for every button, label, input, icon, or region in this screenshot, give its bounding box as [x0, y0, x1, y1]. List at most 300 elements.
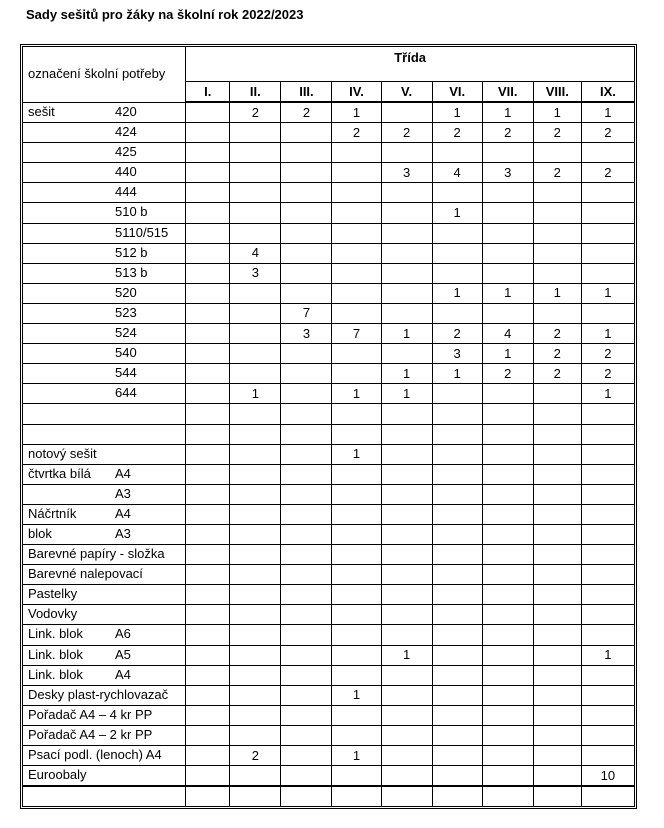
- item-name: Pořadač A4 – 2 kr PP: [28, 726, 153, 742]
- quantity-cell: [332, 565, 381, 585]
- quantity-cell: 2: [482, 364, 533, 384]
- item-label-cell: [23, 143, 186, 163]
- quantity-cell: 1: [381, 645, 432, 665]
- quantity-cell: [186, 364, 230, 384]
- item-label-cell: [23, 605, 186, 625]
- quantity-cell: [533, 545, 581, 565]
- quantity-cell: [432, 384, 482, 404]
- quantity-cell: [381, 504, 432, 524]
- quantity-cell: [581, 444, 634, 464]
- quantity-cell: [230, 324, 281, 344]
- quantity-cell: [230, 645, 281, 665]
- table-row: [23, 283, 635, 303]
- table-row: [23, 786, 635, 807]
- class-header-5: V.: [381, 82, 432, 103]
- quantity-cell: [186, 705, 230, 725]
- quantity-cell: [281, 585, 332, 605]
- quantity-cell: [186, 324, 230, 344]
- table-row: [23, 102, 635, 123]
- class-header-6: VI.: [432, 82, 482, 103]
- quantity-cell: 1: [432, 283, 482, 303]
- quantity-cell: [381, 625, 432, 645]
- quantity-cell: [332, 484, 381, 504]
- quantity-cell: 1: [533, 102, 581, 123]
- quantity-cell: 3: [482, 163, 533, 183]
- table-row: [23, 203, 635, 223]
- quantity-cell: [533, 685, 581, 705]
- quantity-cell: [186, 183, 230, 203]
- quantity-cell: [482, 504, 533, 524]
- quantity-cell: [482, 665, 533, 685]
- quantity-cell: [581, 746, 634, 766]
- quantity-cell: [186, 143, 230, 163]
- quantity-cell: [581, 786, 634, 807]
- quantity-cell: [581, 243, 634, 263]
- quantity-cell: [332, 585, 381, 605]
- quantity-cell: [332, 163, 381, 183]
- quantity-cell: [581, 524, 634, 544]
- quantity-cell: [482, 464, 533, 484]
- item-name: Link. blok: [28, 666, 83, 682]
- quantity-cell: 1: [432, 203, 482, 223]
- table-row: [23, 685, 635, 705]
- quantity-cell: [281, 163, 332, 183]
- quantity-cell: 3: [230, 263, 281, 283]
- quantity-cell: [381, 484, 432, 504]
- quantity-cell: [186, 123, 230, 143]
- quantity-cell: [381, 705, 432, 725]
- quantity-cell: [432, 625, 482, 645]
- quantity-cell: [482, 303, 533, 323]
- item-variant: A5: [115, 646, 131, 662]
- quantity-cell: [432, 565, 482, 585]
- quantity-cell: [186, 384, 230, 404]
- quantity-cell: [581, 203, 634, 223]
- item-column-header: označení školní potřeby: [23, 47, 186, 103]
- quantity-cell: 4: [230, 243, 281, 263]
- quantity-cell: [230, 484, 281, 504]
- quantity-cell: [482, 705, 533, 725]
- quantity-cell: [281, 444, 332, 464]
- quantity-cell: [186, 424, 230, 444]
- quantity-cell: [482, 384, 533, 404]
- table-row: [23, 183, 635, 203]
- quantity-cell: [482, 605, 533, 625]
- item-label-cell: [23, 203, 186, 223]
- quantity-cell: [381, 303, 432, 323]
- quantity-cell: [381, 444, 432, 464]
- quantity-cell: [186, 625, 230, 645]
- quantity-cell: 2: [482, 123, 533, 143]
- quantity-cell: [186, 203, 230, 223]
- quantity-cell: [381, 464, 432, 484]
- item-variant: A3: [115, 485, 131, 501]
- quantity-cell: [186, 746, 230, 766]
- item-label-cell: [23, 344, 186, 364]
- quantity-cell: [533, 404, 581, 424]
- quantity-cell: [432, 143, 482, 163]
- item-name: Link. blok: [28, 626, 83, 642]
- item-variant: 425: [115, 144, 137, 160]
- quantity-cell: [281, 283, 332, 303]
- table-row: [23, 746, 635, 766]
- quantity-cell: [281, 685, 332, 705]
- quantity-cell: [482, 424, 533, 444]
- item-label-cell: [23, 123, 186, 143]
- item-name: Psací podl. (lenoch) A4: [28, 747, 162, 762]
- quantity-cell: [533, 565, 581, 585]
- quantity-cell: [581, 424, 634, 444]
- table-row: [23, 243, 635, 263]
- quantity-cell: [581, 545, 634, 565]
- quantity-cell: 1: [381, 384, 432, 404]
- quantity-cell: [381, 585, 432, 605]
- quantity-cell: [381, 746, 432, 766]
- quantity-cell: 2: [432, 324, 482, 344]
- quantity-cell: [533, 585, 581, 605]
- item-label-cell: [23, 283, 186, 303]
- item-label-cell: [23, 223, 186, 243]
- quantity-cell: [186, 223, 230, 243]
- quantity-cell: [381, 786, 432, 807]
- item-variant: 510 b: [115, 204, 148, 220]
- quantity-cell: [482, 625, 533, 645]
- quantity-cell: [332, 143, 381, 163]
- item-variant: A4: [115, 505, 131, 521]
- table-row: [23, 766, 635, 787]
- quantity-cell: [381, 545, 432, 565]
- quantity-cell: [230, 585, 281, 605]
- item-variant: 424: [115, 124, 137, 140]
- quantity-cell: [533, 203, 581, 223]
- quantity-cell: [381, 605, 432, 625]
- quantity-cell: [432, 645, 482, 665]
- item-label-cell: [23, 625, 186, 645]
- quantity-cell: 2: [533, 123, 581, 143]
- quantity-cell: [533, 786, 581, 807]
- quantity-cell: [230, 504, 281, 524]
- quantity-cell: [230, 303, 281, 323]
- supplies-table: [22, 46, 635, 807]
- quantity-cell: [432, 243, 482, 263]
- quantity-cell: [432, 183, 482, 203]
- item-name: Pořadač A4 – 4 kr PP: [28, 706, 153, 722]
- quantity-cell: [533, 223, 581, 243]
- quantity-cell: [281, 524, 332, 544]
- quantity-cell: [482, 183, 533, 203]
- table-row: [23, 625, 635, 645]
- quantity-cell: [230, 404, 281, 424]
- table-row: [23, 444, 635, 464]
- quantity-cell: [581, 705, 634, 725]
- quantity-cell: 2: [533, 364, 581, 384]
- quantity-cell: [533, 303, 581, 323]
- quantity-cell: 1: [332, 444, 381, 464]
- item-label-cell: [23, 504, 186, 524]
- class-header-1: I.: [186, 82, 230, 103]
- item-variant: 513 b: [115, 264, 148, 280]
- quantity-cell: [230, 283, 281, 303]
- quantity-cell: [432, 665, 482, 685]
- page-title: Sady sešitů pro žáky na školní rok 2022/2023: [26, 7, 304, 22]
- quantity-cell: [381, 685, 432, 705]
- item-variant: 440: [115, 164, 137, 180]
- quantity-cell: [581, 665, 634, 685]
- quantity-cell: [482, 524, 533, 544]
- quantity-cell: [281, 143, 332, 163]
- quantity-cell: [186, 585, 230, 605]
- quantity-cell: [332, 766, 381, 787]
- quantity-cell: [381, 203, 432, 223]
- item-name: Desky plast-rychlovazač: [28, 686, 169, 702]
- item-variant: 644: [115, 385, 137, 401]
- quantity-cell: [186, 766, 230, 787]
- quantity-cell: 1: [581, 283, 634, 303]
- quantity-cell: [230, 524, 281, 544]
- quantity-cell: [432, 786, 482, 807]
- quantity-cell: 1: [332, 685, 381, 705]
- quantity-cell: [482, 746, 533, 766]
- class-header-2: II.: [230, 82, 281, 103]
- quantity-cell: 10: [581, 766, 634, 787]
- quantity-cell: [332, 786, 381, 807]
- quantity-cell: [482, 263, 533, 283]
- item-label-cell: [23, 725, 186, 745]
- item-name: notový sešit: [28, 445, 97, 461]
- quantity-cell: [581, 605, 634, 625]
- quantity-cell: [432, 404, 482, 424]
- quantity-cell: 1: [482, 344, 533, 364]
- table-row: [23, 725, 635, 745]
- quantity-cell: 2: [281, 102, 332, 123]
- quantity-cell: 1: [581, 102, 634, 123]
- item-label-cell: [23, 524, 186, 544]
- quantity-cell: [482, 203, 533, 223]
- item-label-cell: [23, 545, 186, 565]
- quantity-cell: [186, 786, 230, 807]
- quantity-cell: [533, 384, 581, 404]
- quantity-cell: 2: [230, 102, 281, 123]
- quantity-cell: [230, 665, 281, 685]
- quantity-cell: [381, 243, 432, 263]
- table-row: [23, 324, 635, 344]
- quantity-cell: 1: [381, 324, 432, 344]
- quantity-cell: [281, 605, 332, 625]
- item-label-cell: [23, 384, 186, 404]
- quantity-cell: 4: [482, 324, 533, 344]
- quantity-cell: [281, 183, 332, 203]
- item-variant: A6: [115, 626, 131, 642]
- class-header-8: VIII.: [533, 82, 581, 103]
- quantity-cell: [230, 605, 281, 625]
- quantity-cell: [332, 524, 381, 544]
- quantity-cell: [186, 404, 230, 424]
- quantity-cell: [381, 404, 432, 424]
- table-row: [23, 223, 635, 243]
- item-label-cell: [23, 303, 186, 323]
- quantity-cell: [381, 183, 432, 203]
- quantity-cell: 1: [432, 364, 482, 384]
- quantity-cell: [581, 223, 634, 243]
- quantity-cell: [432, 464, 482, 484]
- quantity-cell: [381, 725, 432, 745]
- quantity-cell: 7: [281, 303, 332, 323]
- quantity-cell: 3: [381, 163, 432, 183]
- quantity-cell: [381, 102, 432, 123]
- item-label-cell: [23, 746, 186, 766]
- table-row: [23, 123, 635, 143]
- quantity-cell: [186, 524, 230, 544]
- quantity-cell: 1: [533, 283, 581, 303]
- item-label-cell: [23, 163, 186, 183]
- quantity-cell: [332, 344, 381, 364]
- quantity-cell: [581, 404, 634, 424]
- quantity-cell: [432, 605, 482, 625]
- quantity-cell: [332, 183, 381, 203]
- quantity-cell: 7: [332, 324, 381, 344]
- quantity-cell: [533, 504, 581, 524]
- quantity-cell: [281, 766, 332, 787]
- quantity-cell: [230, 685, 281, 705]
- quantity-cell: [332, 203, 381, 223]
- item-variant: 523: [115, 304, 137, 320]
- quantity-cell: [230, 725, 281, 745]
- quantity-cell: [432, 223, 482, 243]
- quantity-cell: [581, 484, 634, 504]
- table-row: [23, 585, 635, 605]
- quantity-cell: 2: [533, 163, 581, 183]
- item-label-cell: [23, 263, 186, 283]
- quantity-cell: 3: [432, 344, 482, 364]
- quantity-cell: [230, 143, 281, 163]
- item-variant: A3: [115, 525, 131, 541]
- item-label-cell: [23, 585, 186, 605]
- item-label-cell: [23, 705, 186, 725]
- item-label-cell: [23, 665, 186, 685]
- table-row: [23, 303, 635, 323]
- table-row: [23, 263, 635, 283]
- quantity-cell: [186, 163, 230, 183]
- quantity-cell: 2: [581, 163, 634, 183]
- quantity-cell: [281, 645, 332, 665]
- quantity-cell: [332, 605, 381, 625]
- quantity-cell: 1: [332, 746, 381, 766]
- quantity-cell: [186, 484, 230, 504]
- quantity-cell: 1: [332, 102, 381, 123]
- quantity-cell: [482, 685, 533, 705]
- quantity-cell: 2: [581, 364, 634, 384]
- item-name: Vodovky: [28, 606, 78, 622]
- quantity-cell: [482, 444, 533, 464]
- quantity-cell: [332, 504, 381, 524]
- quantity-cell: [332, 625, 381, 645]
- quantity-cell: 1: [482, 102, 533, 123]
- quantity-cell: 2: [581, 123, 634, 143]
- quantity-cell: [332, 424, 381, 444]
- quantity-cell: [432, 585, 482, 605]
- quantity-cell: [230, 444, 281, 464]
- quantity-cell: [581, 183, 634, 203]
- item-name: Barevné nalepovací: [28, 566, 143, 582]
- quantity-cell: [230, 565, 281, 585]
- quantity-cell: [432, 263, 482, 283]
- item-label-cell: [23, 404, 186, 424]
- quantity-cell: [332, 725, 381, 745]
- quantity-cell: [281, 504, 332, 524]
- quantity-cell: [332, 705, 381, 725]
- supplies-table-frame: [20, 44, 637, 809]
- quantity-cell: [533, 424, 581, 444]
- quantity-cell: [281, 484, 332, 504]
- quantity-cell: [230, 163, 281, 183]
- quantity-cell: [332, 665, 381, 685]
- item-variant: 524: [115, 325, 137, 341]
- quantity-cell: [533, 645, 581, 665]
- quantity-cell: [281, 203, 332, 223]
- quantity-cell: [581, 263, 634, 283]
- item-name: Euroobaly: [28, 767, 87, 783]
- table-row: [23, 565, 635, 585]
- table-row: [23, 504, 635, 524]
- quantity-cell: 1: [581, 324, 634, 344]
- table-row: [23, 645, 635, 665]
- class-header-9: IX.: [581, 82, 634, 103]
- quantity-cell: [230, 123, 281, 143]
- quantity-cell: 2: [581, 344, 634, 364]
- table-body: [23, 102, 635, 807]
- quantity-cell: [281, 725, 332, 745]
- quantity-cell: [432, 524, 482, 544]
- quantity-cell: [482, 786, 533, 807]
- quantity-cell: 2: [533, 324, 581, 344]
- quantity-cell: [281, 223, 332, 243]
- item-label-cell: [23, 102, 186, 123]
- quantity-cell: [533, 243, 581, 263]
- quantity-cell: [482, 223, 533, 243]
- quantity-cell: [230, 786, 281, 807]
- quantity-cell: [482, 545, 533, 565]
- quantity-cell: [332, 303, 381, 323]
- quantity-cell: [381, 665, 432, 685]
- quantity-cell: [432, 545, 482, 565]
- quantity-cell: [281, 364, 332, 384]
- quantity-cell: [381, 344, 432, 364]
- quantity-cell: [533, 665, 581, 685]
- item-name: Link. blok: [28, 646, 83, 662]
- quantity-cell: [186, 243, 230, 263]
- item-name: Barevné papíry - složka: [28, 546, 165, 562]
- quantity-cell: [432, 444, 482, 464]
- item-label-cell: [23, 324, 186, 344]
- quantity-cell: [533, 464, 581, 484]
- quantity-cell: [332, 223, 381, 243]
- quantity-cell: [230, 364, 281, 384]
- quantity-cell: [533, 524, 581, 544]
- quantity-cell: [381, 223, 432, 243]
- class-header-4: IV.: [332, 82, 381, 103]
- item-variant: 444: [115, 184, 137, 200]
- item-variant: 5110/515: [115, 224, 169, 240]
- quantity-cell: [332, 464, 381, 484]
- quantity-cell: [281, 464, 332, 484]
- quantity-cell: [281, 344, 332, 364]
- quantity-cell: 1: [581, 384, 634, 404]
- quantity-cell: [332, 545, 381, 565]
- quantity-cell: [482, 645, 533, 665]
- item-label-cell: [23, 565, 186, 585]
- quantity-cell: [230, 344, 281, 364]
- quantity-cell: [533, 484, 581, 504]
